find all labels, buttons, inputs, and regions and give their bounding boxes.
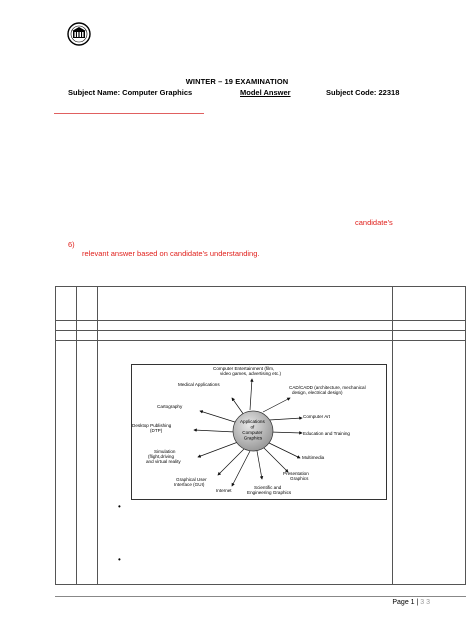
item-number: 6)	[68, 240, 75, 249]
node-label: (flight,driving	[148, 454, 175, 459]
node-label: Internet	[216, 488, 232, 493]
node-label: Scientific and	[254, 485, 282, 490]
node-label: video games, advertising etc.)	[220, 371, 282, 376]
node-label: Graphical User	[176, 477, 207, 482]
candidates-text: candidate’s	[355, 218, 393, 227]
node-label: CAD/CADD (architecture, mechanical	[289, 385, 366, 390]
red-rule	[54, 113, 204, 114]
node-label: Multimedia	[302, 455, 325, 460]
page-footer	[392, 599, 430, 606]
subject-name: Subject Name: Computer Graphics	[68, 88, 193, 97]
node-label: and virtual reality	[146, 459, 181, 464]
node-label: Medical Applications	[178, 382, 220, 387]
footer-rule	[55, 596, 466, 597]
node-label: Computer Entertainment (film,	[213, 366, 275, 371]
table-cell	[393, 287, 466, 321]
node-label: Computer Art	[303, 414, 331, 419]
node-label: Graphics	[290, 476, 309, 481]
table-cell	[56, 321, 77, 331]
applications-diagram	[131, 364, 387, 500]
table-cell	[56, 341, 77, 585]
node-label: Engineering Graphics	[247, 490, 292, 495]
msbte-logo-icon	[66, 22, 92, 46]
table-cell	[77, 341, 98, 585]
bullet: •	[118, 555, 121, 564]
table-cell	[98, 321, 393, 331]
table-cell	[98, 287, 393, 321]
node-label: Desktop Publishing	[132, 423, 172, 428]
table-cell	[77, 331, 98, 341]
node-label: design, electrical design)	[292, 390, 343, 395]
node-label: Simulation	[154, 449, 176, 454]
table-cell	[98, 331, 393, 341]
node-label: Education and Training	[303, 431, 350, 436]
node-label: Interface (GUI)	[174, 482, 205, 487]
exam-title: WINTER – 19 EXAMINATION	[185, 77, 289, 86]
table-cell	[56, 287, 77, 321]
table-cell	[393, 341, 466, 585]
page-number: 3 3	[420, 599, 430, 606]
center-label: Applications of Computer Graphics	[239, 419, 265, 441]
page-label: Page 1 |	[392, 599, 419, 606]
node-label: Presentation	[283, 471, 309, 476]
table-cell	[56, 331, 77, 341]
table-cell	[77, 287, 98, 321]
table-cell	[393, 321, 466, 331]
table-cell	[77, 321, 98, 331]
table-cell	[393, 331, 466, 341]
node-label: (DTP)	[150, 428, 163, 433]
relevant-answer-text: relevant answer based on candidate’s understanding.	[82, 249, 260, 258]
bullet: •	[118, 502, 121, 511]
model-answer-label: Model Answer	[240, 88, 291, 97]
subject-code: Subject Code: 22318	[326, 88, 400, 97]
node-label: Cartography	[157, 404, 183, 409]
